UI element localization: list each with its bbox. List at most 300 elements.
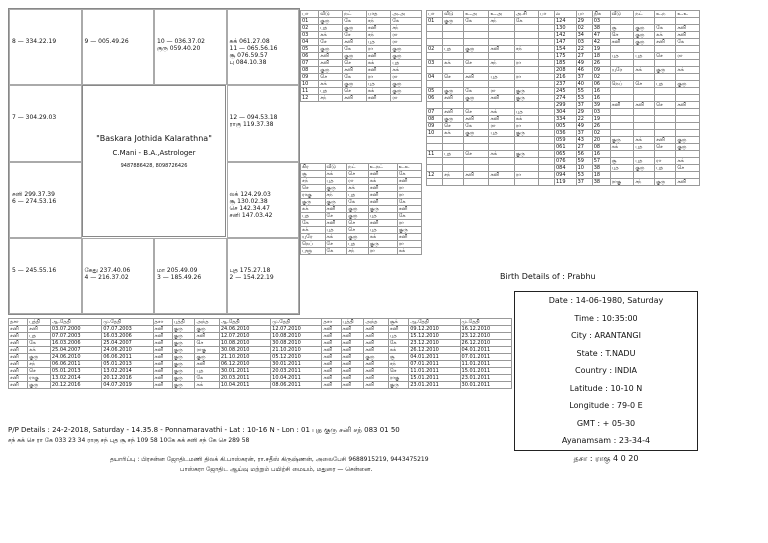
column-header: அந்த bbox=[364, 319, 388, 326]
table-cell bbox=[676, 95, 700, 102]
birth-detail-line: Time : 10:35:00 bbox=[574, 313, 638, 323]
table-cell: புத bbox=[319, 25, 343, 32]
table-cell bbox=[655, 109, 676, 116]
table-cell: 076 bbox=[555, 158, 577, 165]
table-cell bbox=[464, 144, 489, 151]
table-cell: 299 bbox=[555, 102, 577, 109]
table-cell: சுக் bbox=[676, 158, 700, 165]
table-cell: 30.08.2010 bbox=[219, 347, 270, 354]
table-cell: 04.01.2011 bbox=[409, 354, 460, 361]
table-cell: சனி bbox=[341, 326, 364, 333]
table-cell: சனி bbox=[9, 354, 28, 361]
table-cell: குரு bbox=[391, 81, 422, 88]
table-row bbox=[301, 67, 422, 74]
table-cell: சுக் bbox=[397, 248, 421, 255]
table-cell: சனி bbox=[368, 192, 397, 199]
table-cell: 02 bbox=[592, 130, 610, 137]
table-cell bbox=[538, 46, 554, 53]
table-cell: செ bbox=[464, 151, 489, 158]
table-cell: சனி bbox=[322, 354, 341, 361]
table-cell: ராகு bbox=[195, 347, 219, 354]
table-cell: குரு bbox=[514, 95, 538, 102]
table-cell bbox=[514, 144, 538, 151]
table-cell: குரு bbox=[172, 340, 195, 347]
table-cell bbox=[538, 144, 554, 151]
cusp-table bbox=[426, 10, 700, 186]
table-cell: குரு bbox=[172, 326, 195, 333]
table-cell bbox=[538, 60, 554, 67]
table-row bbox=[427, 116, 700, 123]
table-cell: சனி bbox=[443, 109, 464, 116]
column-header: ல bbox=[555, 11, 577, 18]
table-cell: புத bbox=[28, 333, 51, 340]
table-cell: 19 bbox=[592, 46, 610, 53]
table-cell: குரு bbox=[301, 199, 326, 206]
table-cell: சுக் bbox=[634, 137, 655, 144]
table-cell: 30.08.2010 bbox=[271, 340, 322, 347]
column-header: வீடு bbox=[319, 11, 343, 18]
column-header: உ.அ bbox=[464, 11, 489, 18]
table-cell: புத bbox=[195, 368, 219, 375]
table-cell: 27 bbox=[576, 53, 592, 60]
table-cell: 20.12.2016 bbox=[102, 375, 153, 382]
table-cell: சுக் bbox=[610, 144, 634, 151]
table-cell bbox=[610, 74, 634, 81]
table-cell: 30.01.2011 bbox=[271, 361, 322, 368]
table-cell: 05 bbox=[301, 46, 319, 53]
rasi-chart bbox=[8, 8, 300, 315]
table-cell bbox=[538, 74, 554, 81]
table-cell: 07 bbox=[427, 109, 443, 116]
table-cell: 03 bbox=[592, 109, 610, 116]
column-header: தசா bbox=[153, 319, 172, 326]
table-cell: 154 bbox=[555, 46, 577, 53]
birth-detail-line: Date : 14-06-1980, Saturday bbox=[548, 296, 664, 305]
table-cell bbox=[610, 116, 634, 123]
table-row bbox=[301, 206, 422, 213]
table-cell: சனி bbox=[368, 199, 397, 206]
table-cell: சுக் bbox=[676, 67, 700, 74]
table-cell: சனி bbox=[341, 368, 364, 375]
table-cell: கே bbox=[655, 25, 676, 32]
column-header: ஆ.தேதி bbox=[219, 319, 270, 326]
table-cell bbox=[655, 88, 676, 95]
table-cell: சனி bbox=[28, 326, 51, 333]
table-cell: செ bbox=[301, 185, 326, 192]
table-cell: 29 bbox=[576, 18, 592, 25]
table-cell: கே bbox=[343, 74, 367, 81]
table-cell: கே bbox=[343, 18, 367, 25]
table-cell: 245 bbox=[555, 88, 577, 95]
table-cell: 237 bbox=[555, 81, 577, 88]
table-cell: கே bbox=[464, 88, 489, 95]
table-cell: யுரே bbox=[301, 234, 326, 241]
column-header: மு.தேதி bbox=[271, 319, 322, 326]
table-cell bbox=[634, 116, 655, 123]
table-cell: குரு bbox=[655, 67, 676, 74]
column-header: பா bbox=[427, 11, 443, 18]
table-row bbox=[427, 109, 700, 116]
table-cell: 119 bbox=[555, 179, 577, 186]
table-cell: 11.01.2011 bbox=[460, 361, 511, 368]
table-row bbox=[301, 192, 422, 199]
table-cell bbox=[443, 25, 464, 32]
table-cell bbox=[443, 158, 464, 165]
table-cell: நெப் bbox=[610, 81, 634, 88]
table-cell: குரு bbox=[368, 241, 397, 248]
table-cell: சுக் bbox=[443, 130, 464, 137]
table-cell bbox=[676, 123, 700, 130]
table-cell: குரு bbox=[343, 81, 367, 88]
table-cell: சனி bbox=[341, 340, 364, 347]
table-cell: ரா bbox=[514, 74, 538, 81]
table-cell: சனி bbox=[322, 340, 341, 347]
table-row bbox=[9, 368, 512, 375]
table-cell: கே bbox=[676, 39, 700, 46]
table-cell bbox=[538, 81, 554, 88]
table-cell: சந் bbox=[489, 18, 514, 25]
table-cell: 03.07.2000 bbox=[50, 326, 101, 333]
table-cell: 09.12.2010 bbox=[409, 326, 460, 333]
table-cell: ரா bbox=[368, 248, 397, 255]
table-cell: குரு bbox=[391, 46, 422, 53]
table-cell bbox=[443, 67, 464, 74]
table-cell: 09 bbox=[592, 67, 610, 74]
table-cell: கே bbox=[325, 248, 347, 255]
table-row bbox=[427, 53, 700, 60]
table-cell: சனி bbox=[443, 95, 464, 102]
table-cell: 13.02.2014 bbox=[102, 368, 153, 375]
table-cell: 26.12.2010 bbox=[460, 340, 511, 347]
table-cell: 07.01.2011 bbox=[460, 354, 511, 361]
table-cell: சனி bbox=[343, 67, 367, 74]
table-cell: சந் bbox=[388, 361, 408, 368]
table-cell: சுக் bbox=[366, 60, 391, 67]
table-cell: சந் bbox=[319, 95, 343, 102]
table-cell bbox=[514, 32, 538, 39]
column-header: அ.அ bbox=[391, 11, 422, 18]
column-header: வீடு bbox=[443, 11, 464, 18]
table-cell: சனி bbox=[325, 206, 347, 213]
table-cell: செ bbox=[464, 60, 489, 67]
table-cell: 43 bbox=[576, 137, 592, 144]
table-cell: 37 bbox=[576, 102, 592, 109]
table-cell: 46 bbox=[576, 67, 592, 74]
table-cell bbox=[427, 25, 443, 32]
table-row bbox=[427, 151, 700, 158]
table-row bbox=[427, 102, 700, 109]
table-cell bbox=[489, 81, 514, 88]
column-header: ஆ.தேதி bbox=[50, 319, 101, 326]
table-cell: சனி bbox=[489, 172, 514, 179]
table-cell: சந் bbox=[28, 361, 51, 368]
birth-detail-line: Country : INDIA bbox=[575, 366, 637, 375]
table-cell: புத bbox=[634, 53, 655, 60]
table-cell bbox=[489, 165, 514, 172]
table-cell: சனி bbox=[153, 333, 172, 340]
table-row bbox=[427, 25, 700, 32]
table-cell: கே bbox=[464, 123, 489, 130]
table-cell bbox=[514, 67, 538, 74]
table-cell: 16 bbox=[592, 151, 610, 158]
table-cell: 15.01.2011 bbox=[409, 375, 460, 382]
table-cell: 07.07.2003 bbox=[50, 333, 101, 340]
table-cell bbox=[514, 39, 538, 46]
dasa-table bbox=[8, 318, 512, 389]
table-cell: சனி bbox=[364, 333, 388, 340]
table-cell: 21.10.2010 bbox=[219, 354, 270, 361]
birth-detail-line: தசா : ராகு 4 0 20 bbox=[573, 453, 639, 463]
table-row bbox=[427, 172, 700, 179]
table-cell: குரு bbox=[364, 354, 388, 361]
table-cell: சே bbox=[325, 241, 347, 248]
table-row bbox=[301, 227, 422, 234]
table-cell: குரு bbox=[343, 53, 367, 60]
table-cell bbox=[464, 53, 489, 60]
table-cell: குரு bbox=[347, 206, 368, 213]
column-header: சூக் bbox=[388, 319, 408, 326]
table-cell: செ bbox=[347, 227, 368, 234]
table-cell: சனி bbox=[368, 220, 397, 227]
prasna-details-line: P/P Details : 24-2-2018, Saturday - 14.35.8 - Ponnamaravathi - Lat : 10-16 N - Lon : 01 புத குரு சனி சந் 083 01 50 bbox=[8, 426, 400, 434]
table-cell: 05.01.2013 bbox=[50, 368, 101, 375]
table-cell: ராகு bbox=[388, 375, 408, 382]
table-cell bbox=[538, 165, 554, 172]
table-cell bbox=[538, 172, 554, 179]
table-cell: சனி bbox=[343, 95, 367, 102]
table-cell: புத bbox=[319, 88, 343, 95]
table-cell: 304 bbox=[555, 109, 577, 116]
table-cell: 03 bbox=[576, 39, 592, 46]
table-cell: 37 bbox=[576, 179, 592, 186]
table-cell: குரு bbox=[195, 326, 219, 333]
table-cell: 13.02.2014 bbox=[50, 375, 101, 382]
table-cell: குரு bbox=[464, 95, 489, 102]
table-cell: செ bbox=[343, 88, 367, 95]
table-row bbox=[427, 144, 700, 151]
table-cell: சனி bbox=[464, 74, 489, 81]
table-cell: சுக் bbox=[368, 234, 397, 241]
table-cell: 036 bbox=[555, 130, 577, 137]
table-cell: சனி bbox=[322, 333, 341, 340]
table-row bbox=[301, 18, 422, 25]
table-cell bbox=[443, 102, 464, 109]
table-cell: கே bbox=[391, 18, 422, 25]
birth-detail-line: Ayanamsam : 23-34-4 bbox=[561, 436, 651, 445]
table-cell: 12.07.2010 bbox=[271, 326, 322, 333]
table-cell: குரு bbox=[514, 151, 538, 158]
table-cell: சுக் bbox=[347, 185, 368, 192]
table-cell: 05.01.2013 bbox=[102, 361, 153, 368]
table-cell: ரா bbox=[514, 60, 538, 67]
table-cell bbox=[610, 60, 634, 67]
table-cell bbox=[443, 179, 464, 186]
table-cell: 26 bbox=[592, 60, 610, 67]
table-cell: சனி bbox=[464, 116, 489, 123]
table-cell: 16.12.2010 bbox=[460, 326, 511, 333]
bhava-table bbox=[300, 10, 422, 102]
table-cell bbox=[427, 137, 443, 144]
table-cell: செ bbox=[655, 144, 676, 151]
table-cell: சனி bbox=[153, 354, 172, 361]
table-cell bbox=[443, 81, 464, 88]
table-cell: சந் bbox=[489, 60, 514, 67]
table-cell: புத bbox=[514, 109, 538, 116]
table-cell: சனி bbox=[322, 361, 341, 368]
table-cell: 20 bbox=[592, 137, 610, 144]
table-cell: சனி bbox=[368, 171, 397, 178]
prasna-positions-line: சந் சுக் செ ரா கே 033 23 34 ராகு சந் புத சூ சந் 109 58 10கே சுக் சனி சந் கே செ 289 58 bbox=[8, 437, 250, 444]
table-cell: குரு bbox=[195, 354, 219, 361]
table-cell: சுக் bbox=[325, 171, 347, 178]
table-cell bbox=[427, 165, 443, 172]
column-header: கிர bbox=[301, 164, 326, 171]
table-cell: 49 bbox=[576, 60, 592, 67]
table-cell: 12 bbox=[301, 95, 319, 102]
table-cell: குரு bbox=[676, 81, 700, 88]
column-header: தசா bbox=[9, 319, 28, 326]
table-cell: 15.01.2011 bbox=[460, 368, 511, 375]
table-row bbox=[301, 39, 422, 46]
astrologer-title: "Baskara Jothida Kalarathna" bbox=[96, 134, 212, 143]
table-cell: சனி bbox=[9, 340, 28, 347]
table-cell: ரா bbox=[397, 185, 421, 192]
table-cell: 06 bbox=[592, 81, 610, 88]
table-cell: 39 bbox=[592, 102, 610, 109]
table-cell: சனி bbox=[9, 347, 28, 354]
table-cell: 22 bbox=[576, 46, 592, 53]
table-row bbox=[427, 179, 700, 186]
house-10: 5 — 245.55.16 bbox=[9, 238, 82, 314]
table-cell: செ bbox=[388, 368, 408, 375]
table-cell: புத bbox=[655, 81, 676, 88]
table-cell: 53 bbox=[576, 95, 592, 102]
table-cell bbox=[489, 67, 514, 74]
table-cell: குரு bbox=[347, 234, 368, 241]
table-cell: 065 bbox=[555, 151, 577, 158]
table-cell: புத bbox=[391, 60, 422, 67]
table-cell: சனி bbox=[364, 368, 388, 375]
table-cell: 06.06.2011 bbox=[50, 361, 101, 368]
table-row bbox=[301, 74, 422, 81]
table-cell: சனி bbox=[366, 25, 391, 32]
table-row bbox=[301, 25, 422, 32]
table-cell: 37 bbox=[576, 74, 592, 81]
table-cell: சனி bbox=[388, 326, 408, 333]
table-cell: கே bbox=[397, 171, 421, 178]
house-9: கேது 237.40.06 4 — 216.37.02 bbox=[82, 238, 155, 314]
table-cell: புத bbox=[443, 46, 464, 53]
table-cell: குரு bbox=[368, 206, 397, 213]
table-cell: 06.12.2010 bbox=[219, 361, 270, 368]
table-cell: ரா bbox=[514, 123, 538, 130]
house-3: 10 — 036.37.02 குரு 059.40.20 bbox=[154, 9, 227, 85]
table-cell: 15.12.2010 bbox=[409, 333, 460, 340]
birth-details-box bbox=[514, 291, 698, 463]
table-cell bbox=[634, 151, 655, 158]
table-cell: 59 bbox=[576, 158, 592, 165]
table-cell: 07.01.2011 bbox=[409, 361, 460, 368]
table-cell: புத bbox=[388, 333, 408, 340]
table-row bbox=[427, 46, 700, 53]
table-row bbox=[427, 130, 700, 137]
table-cell: 16 bbox=[592, 88, 610, 95]
table-cell: சனி bbox=[322, 382, 341, 389]
table-cell: 02 bbox=[301, 25, 319, 32]
column-header: உ.உ bbox=[397, 164, 421, 171]
table-cell bbox=[538, 123, 554, 130]
house-11: சனி 299.37.39 6 — 274.53.16 bbox=[9, 162, 82, 238]
table-cell: சந் bbox=[514, 46, 538, 53]
table-cell: சுக் bbox=[366, 88, 391, 95]
table-cell: 10.08.2010 bbox=[219, 340, 270, 347]
table-cell: 22 bbox=[576, 116, 592, 123]
table-cell bbox=[464, 158, 489, 165]
table-cell: 24.06.2010 bbox=[50, 354, 101, 361]
table-cell: சனி bbox=[655, 39, 676, 46]
table-cell: புத bbox=[366, 39, 391, 46]
table-row bbox=[301, 32, 422, 39]
table-cell: ராகு bbox=[28, 375, 51, 382]
table-cell bbox=[676, 88, 700, 95]
table-cell: குரு bbox=[172, 368, 195, 375]
table-cell: ரா bbox=[397, 241, 421, 248]
table-cell: நெப் bbox=[301, 241, 326, 248]
table-cell bbox=[655, 116, 676, 123]
table-cell bbox=[427, 32, 443, 39]
table-cell bbox=[489, 25, 514, 32]
column-header: புத்தி bbox=[172, 319, 195, 326]
table-cell bbox=[676, 151, 700, 158]
table-cell: 49 bbox=[576, 123, 592, 130]
table-cell: 55 bbox=[576, 88, 592, 95]
table-cell bbox=[443, 165, 464, 172]
table-cell: குரு bbox=[676, 144, 700, 151]
table-row bbox=[9, 326, 512, 333]
table-cell: 03 bbox=[427, 60, 443, 67]
table-cell: சனி bbox=[322, 368, 341, 375]
table-cell: புத bbox=[325, 178, 347, 185]
table-cell bbox=[538, 109, 554, 116]
table-cell: 06 bbox=[427, 95, 443, 102]
table-row bbox=[301, 178, 422, 185]
table-cell: 10 bbox=[301, 81, 319, 88]
table-cell: கே bbox=[397, 213, 421, 220]
house-1: 8 — 334.22.19 bbox=[9, 9, 82, 85]
table-cell: சுக் bbox=[195, 382, 219, 389]
table-cell bbox=[538, 130, 554, 137]
table-cell: சுக் bbox=[388, 347, 408, 354]
table-cell: 06 bbox=[301, 53, 319, 60]
column-header: பா bbox=[576, 11, 592, 18]
table-row bbox=[427, 165, 700, 172]
table-cell: 124 bbox=[555, 18, 577, 25]
table-cell bbox=[538, 137, 554, 144]
table-row bbox=[301, 60, 422, 67]
table-cell bbox=[634, 123, 655, 130]
table-cell: குரு bbox=[319, 46, 343, 53]
table-cell: சனி bbox=[153, 347, 172, 354]
table-cell: புத bbox=[655, 165, 676, 172]
table-cell bbox=[514, 165, 538, 172]
table-cell bbox=[443, 137, 464, 144]
table-cell bbox=[427, 67, 443, 74]
table-cell: சனி bbox=[655, 137, 676, 144]
table-cell bbox=[514, 158, 538, 165]
table-cell: குரு bbox=[464, 130, 489, 137]
table-cell: செ bbox=[655, 102, 676, 109]
table-cell bbox=[655, 74, 676, 81]
